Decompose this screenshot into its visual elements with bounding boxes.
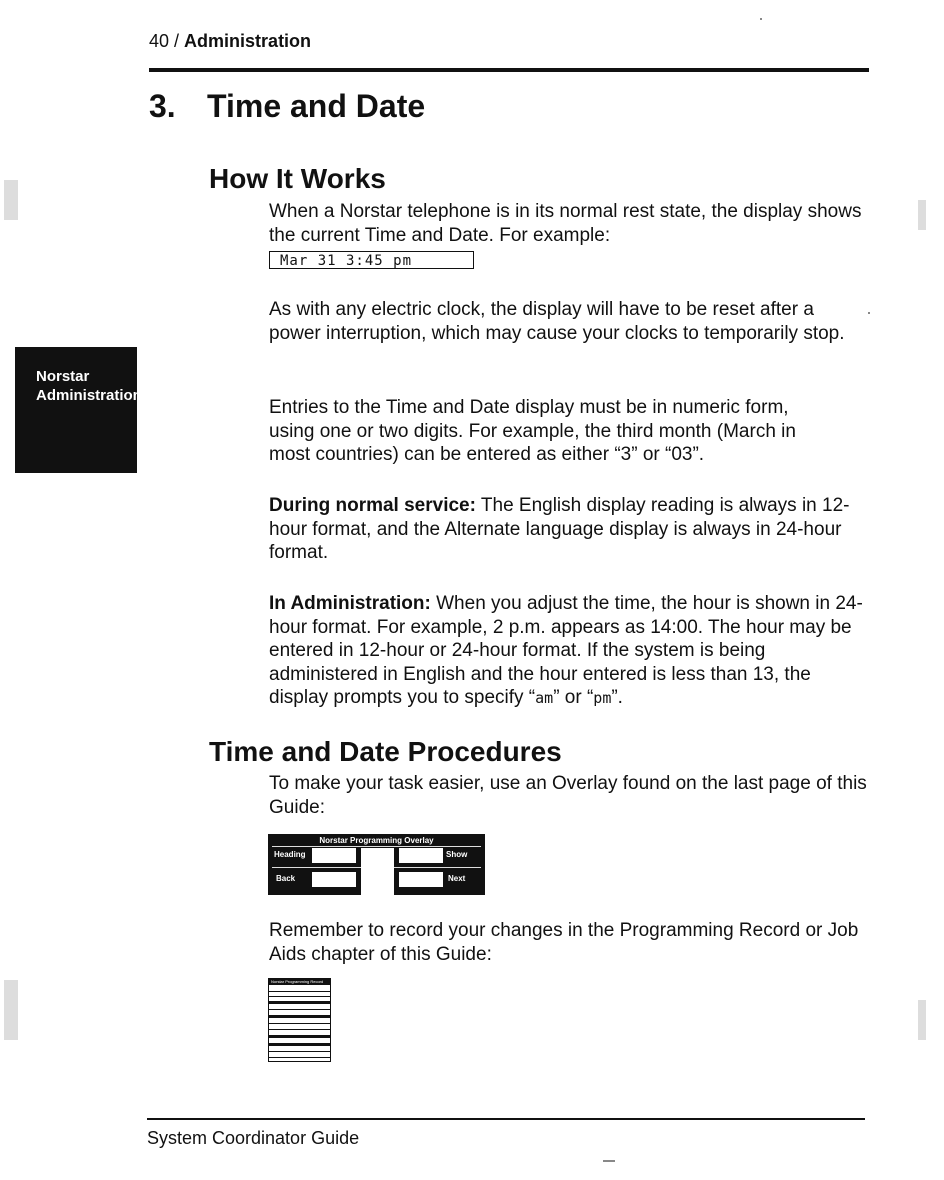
page-number: 40 / bbox=[149, 31, 180, 51]
chapter-title bbox=[149, 88, 425, 125]
header-section: Administration bbox=[184, 31, 312, 51]
programming-record-image bbox=[268, 978, 331, 1062]
record-bar bbox=[269, 1015, 330, 1018]
overlay-key-slot bbox=[399, 848, 443, 863]
footer-rule bbox=[147, 1118, 865, 1120]
overlay-back-label: Back bbox=[276, 874, 296, 883]
side-tab-line2: Administration bbox=[36, 387, 142, 404]
scan-speck bbox=[4, 180, 18, 220]
scan-speck bbox=[4, 980, 18, 1040]
overlay-next-label: Next bbox=[448, 874, 466, 883]
overlay-heading-label: Heading bbox=[274, 850, 306, 859]
overlay-paragraph: To make your task easier, use an Overlay found on the last page of this Guide: bbox=[269, 773, 867, 818]
record-line bbox=[269, 1057, 330, 1058]
page-header bbox=[149, 31, 311, 52]
record-line bbox=[269, 996, 330, 997]
chapter-number: 3. bbox=[149, 88, 176, 124]
overlay-key-slot bbox=[312, 872, 356, 887]
scan-speck bbox=[868, 312, 870, 314]
side-tab-line1: Norstar bbox=[36, 368, 90, 385]
record-bar bbox=[269, 1035, 330, 1038]
procedures-heading: Time and Date Procedures bbox=[209, 736, 562, 767]
display-example: Mar 31 3:45 pm bbox=[269, 251, 474, 269]
overlay-divider bbox=[272, 846, 481, 847]
record-paragraph: Remember to record your changes in the Programming Record or Job Aids chapter of this Guide: bbox=[269, 920, 859, 965]
chapter-title-text: Time and Date bbox=[207, 88, 426, 124]
overlay-show-label: Show bbox=[446, 850, 468, 859]
record-bar bbox=[269, 1001, 330, 1004]
record-line bbox=[269, 1051, 330, 1052]
am-prompt: am bbox=[535, 689, 554, 707]
scan-speck bbox=[603, 1160, 615, 1162]
how-it-works-heading: How It Works bbox=[209, 163, 386, 194]
overlay-title: Norstar Programming Overlay bbox=[319, 836, 434, 845]
administration-end: ”. bbox=[611, 687, 623, 708]
clock-reset-paragraph: As with any electric clock, the display will have to be reset after a power interruption, which may cause your clocks to temporarily stop. bbox=[269, 299, 845, 344]
record-line bbox=[269, 1029, 330, 1030]
side-tab bbox=[15, 347, 142, 473]
scan-speck bbox=[918, 200, 926, 230]
record-title: Norstar Programming Record bbox=[271, 979, 324, 984]
record-bar bbox=[269, 1043, 330, 1046]
overlay-display-window bbox=[361, 848, 394, 895]
record-line bbox=[269, 991, 330, 992]
administration-text: When you adjust the time, the hour is shown in 24-hour format. For example, 2 p.m. appears as 14:00. The hour may be entered in 12-hour or 24-hour format. If the system is being administered in English and the hour entered is less than 13, the display prompts you to specify “ bbox=[269, 593, 863, 708]
overlay-key-slot bbox=[399, 872, 443, 887]
scan-speck bbox=[918, 1000, 926, 1040]
normal-service-label: During normal service: bbox=[269, 495, 476, 516]
intro-paragraph: When a Norstar telephone is in its normal rest state, the display shows the current Time and Date. For example: bbox=[269, 201, 862, 246]
administration-paragraph bbox=[269, 592, 869, 711]
normal-service-paragraph bbox=[269, 494, 869, 565]
record-line bbox=[269, 1023, 330, 1024]
header-rule bbox=[149, 68, 869, 72]
record-line bbox=[269, 1009, 330, 1010]
normal-service-text: The English display reading is always in 12-hour format, and the Alternate language display is always in 24-hour format. bbox=[269, 495, 850, 563]
programming-overlay-image bbox=[268, 834, 485, 895]
or-text: ” or “ bbox=[553, 687, 594, 708]
page-footer: System Coordinator Guide bbox=[147, 1128, 360, 1148]
numeric-entries-paragraph: Entries to the Time and Date display must be in numeric form, using one or two digits. For example, the third month (March in most countries) can be entered as either “3” or “03”. bbox=[269, 397, 796, 465]
overlay-key-slot bbox=[312, 848, 356, 863]
scan-speck bbox=[760, 18, 762, 20]
administration-label: In Administration: bbox=[269, 593, 431, 614]
pm-prompt: pm bbox=[593, 689, 612, 707]
